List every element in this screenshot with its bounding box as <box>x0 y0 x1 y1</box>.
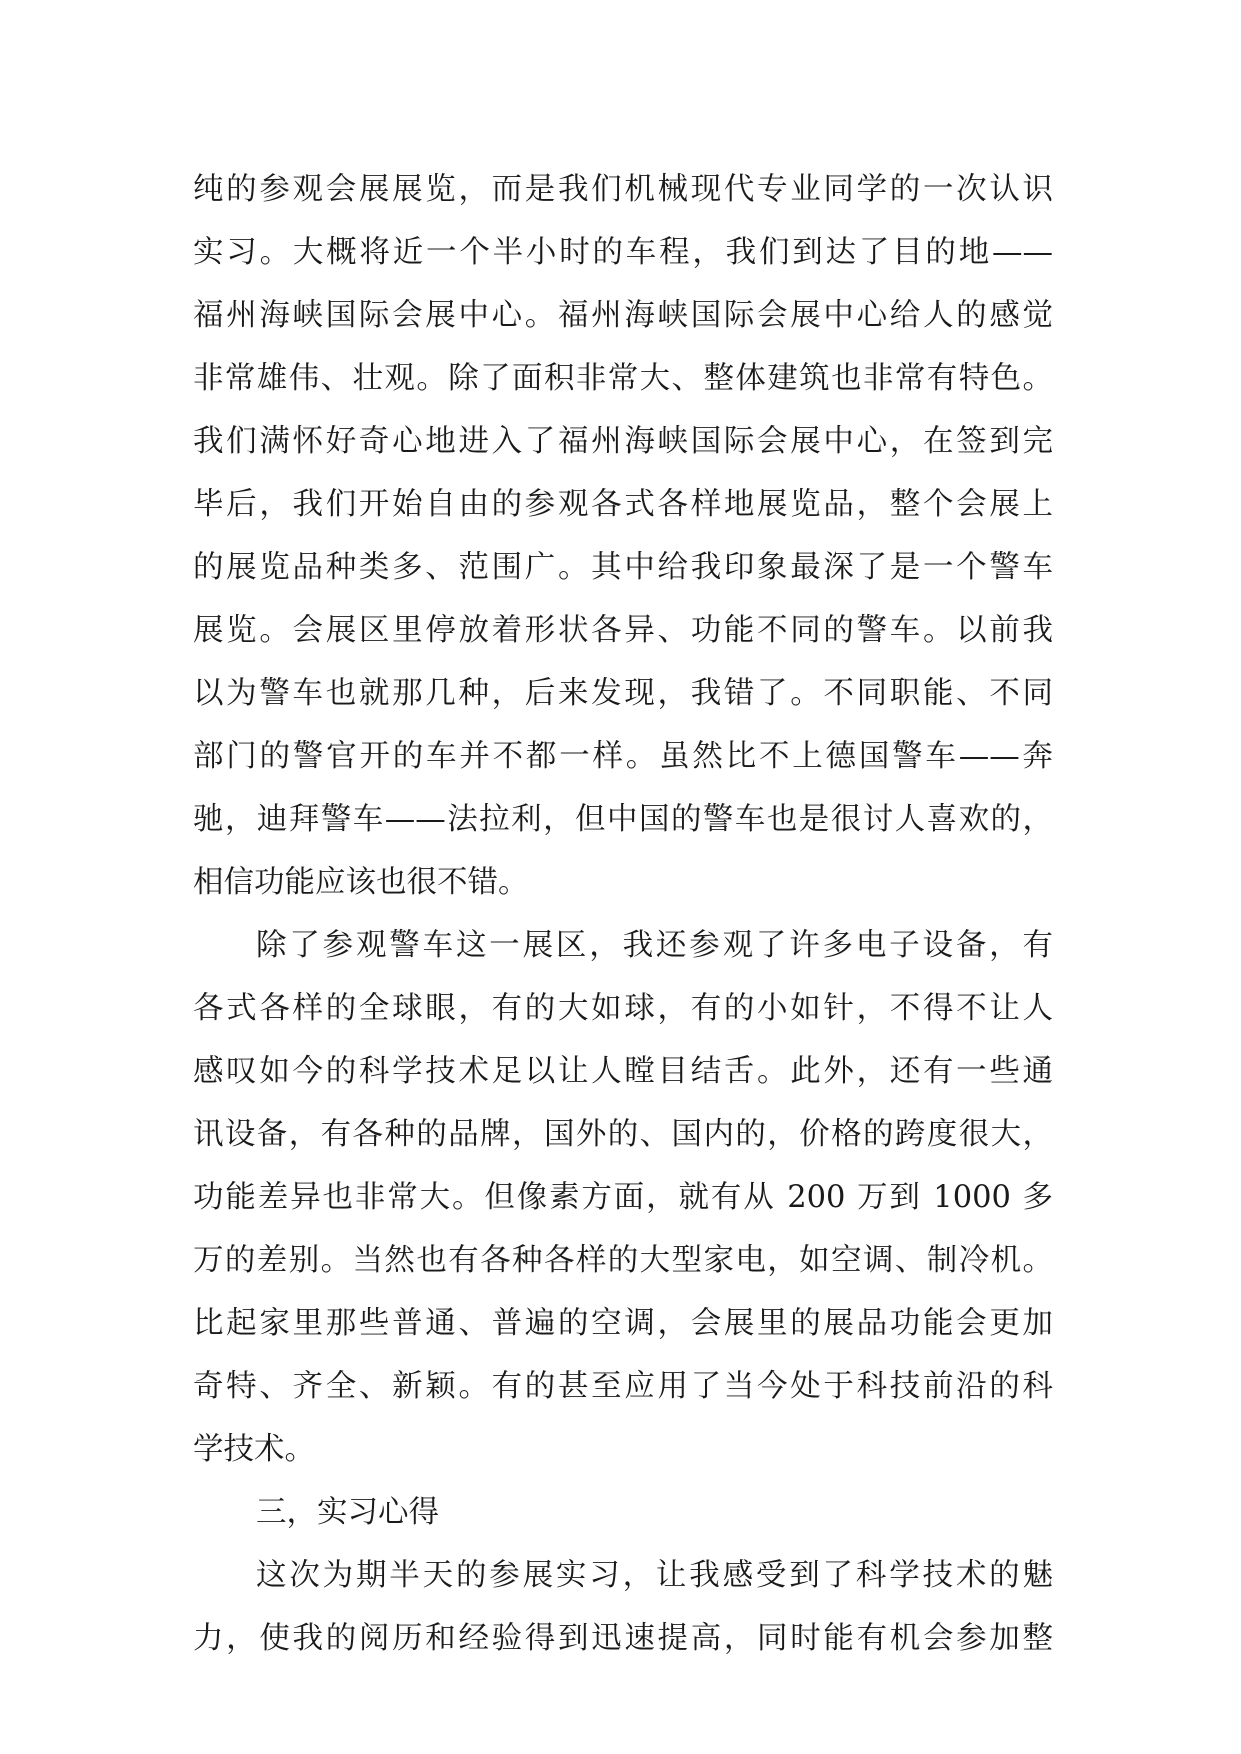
text-line: 各式各样的全球眼，有的大如球，有的小如针，不得不让人 <box>193 991 1053 1026</box>
text-line: 毕后，我们开始自由的参观各式各样地展览品，整个会展上 <box>193 487 1053 522</box>
text-line: 学技术。 <box>193 1432 315 1467</box>
text-line: 奇特、齐全、新颖。有的甚至应用了当今处于科技前沿的科 <box>193 1369 1053 1404</box>
text-line: 福州海峡国际会展中心。福州海峡国际会展中心给人的感觉 <box>193 298 1053 333</box>
text-line: 纯的参观会展展览，而是我们机械现代专业同学的一次认识 <box>193 172 1053 207</box>
section-heading-text: 三，实习心得 <box>256 1495 439 1530</box>
text-line: 的展览品种类多、范围广。其中给我印象最深了是一个警车 <box>193 550 1053 585</box>
text-line: 相信功能应该也很不错。 <box>193 865 529 900</box>
section-heading <box>193 1481 1053 1544</box>
text-line: 非常雄伟、壮观。除了面积非常大、整体建筑也非常有特色。 <box>193 361 1053 396</box>
text-line: 这次为期半天的参展实习，让我感受到了科学技术的魅 <box>256 1558 1053 1593</box>
paragraph-electronics <box>193 914 1053 1481</box>
text-line: 功能差异也非常大。但像素方面，就有从 200 万到 1000 多 <box>193 1180 1053 1215</box>
text-line: 万的差别。当然也有各种各样的大型家电，如空调、制冷机。 <box>193 1243 1053 1278</box>
text-line: 展览。会展区里停放着形状各异、功能不同的警车。以前我 <box>193 613 1053 648</box>
document-body <box>193 158 1053 1670</box>
paragraph-continuation <box>193 158 1053 914</box>
text-line: 我们满怀好奇心地进入了福州海峡国际会展中心，在签到完 <box>193 424 1053 459</box>
text-line: 实习。大概将近一个半小时的车程，我们到达了目的地—— <box>193 235 1053 270</box>
text-line: 力，使我的阅历和经验得到迅速提高，同时能有机会参加整 <box>193 1621 1053 1656</box>
paragraph-reflection <box>193 1544 1053 1670</box>
text-line: 以为警车也就那几种，后来发现，我错了。不同职能、不同 <box>193 676 1053 711</box>
text-line: 讯设备，有各种的品牌，国外的、国内的，价格的跨度很大， <box>193 1117 1053 1152</box>
text-line: 驰，迪拜警车——法拉利，但中国的警车也是很讨人喜欢的， <box>193 802 1053 837</box>
text-line: 部门的警官开的车并不都一样。虽然比不上德国警车——奔 <box>193 739 1053 774</box>
text-line: 除了参观警车这一展区，我还参观了许多电子设备，有 <box>256 928 1053 963</box>
text-line: 比起家里那些普通、普遍的空调，会展里的展品功能会更加 <box>193 1306 1053 1341</box>
text-line: 感叹如今的科学技术足以让人瞠目结舌。此外，还有一些通 <box>193 1054 1053 1089</box>
